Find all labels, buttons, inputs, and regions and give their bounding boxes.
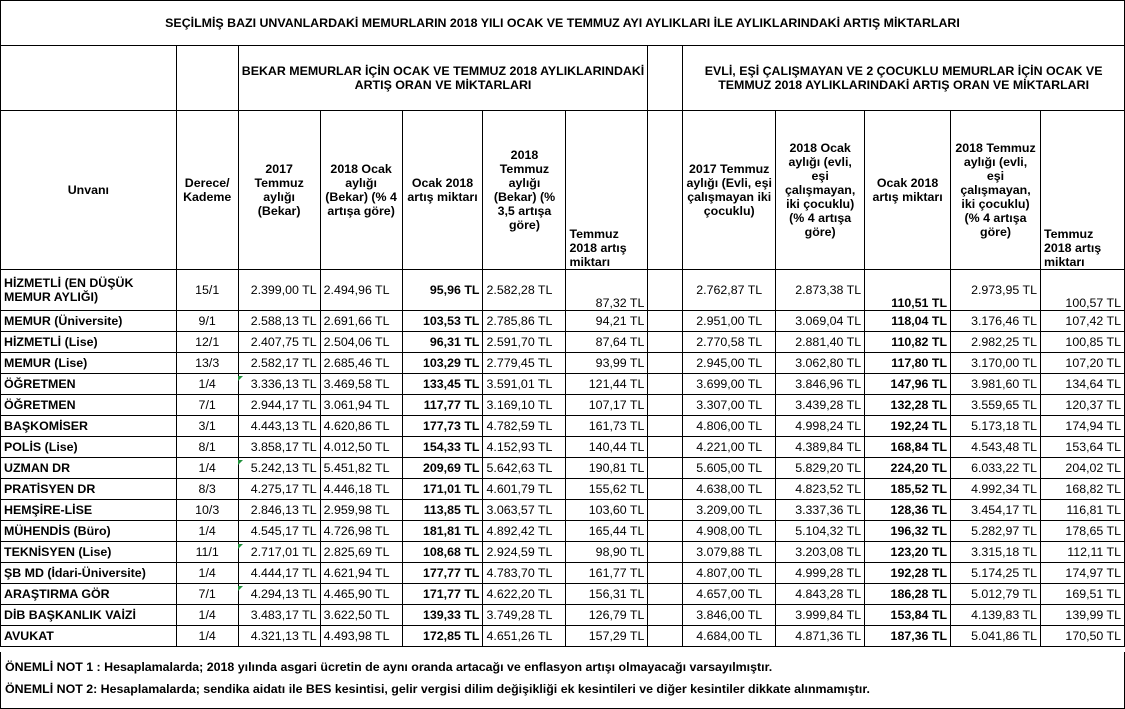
single-ocak-cell: 5.451,82 TL — [320, 458, 402, 479]
single-temmuz-artis-cell: 161,77 TL — [566, 563, 648, 584]
married-temmuz-cell: 3.559,65 TL — [951, 395, 1041, 416]
married-ocak-cell: 3.062,80 TL — [776, 353, 865, 374]
married-ocak-artis-cell: 196,32 TL — [865, 521, 951, 542]
married-ocak-artis-cell: 224,20 TL — [865, 458, 951, 479]
col-header-married-ocak-artis: Ocak 2018 artış miktarı — [865, 111, 951, 270]
single-temmuz-artis-cell: 190,81 TL — [566, 458, 648, 479]
table-row — [1, 584, 1125, 605]
married-2017-cell: 3.079,88 TL — [683, 542, 776, 563]
unvan-cell: ARAŞTIRMA GÖR — [1, 584, 177, 605]
unvan-cell: PRATİSYEN DR — [1, 479, 177, 500]
unvan-cell: MÜHENDİS (Büro) — [1, 521, 177, 542]
married-temmuz-artis-cell: 169,51 TL — [1040, 584, 1124, 605]
spacer-cell — [648, 605, 683, 626]
single-ocak-cell: 4.621,94 TL — [320, 563, 402, 584]
single-temmuz-cell: 2.785,86 TL — [483, 311, 566, 332]
table-row — [1, 479, 1125, 500]
single-temmuz-cell: 3.749,28 TL — [483, 605, 566, 626]
married-ocak-cell: 4.871,36 TL — [776, 626, 865, 647]
single-temmuz-cell: 2.591,70 TL — [483, 332, 566, 353]
single-ocak-artis-cell: 113,85 TL — [402, 500, 483, 521]
unvan-cell: DİB BAŞKANLIK VAİZİ — [1, 605, 177, 626]
single-temmuz-artis-cell: 121,44 TL — [566, 374, 648, 395]
unvan-cell: POLİS (Lise) — [1, 437, 177, 458]
single-temmuz-artis-cell: 93,99 TL — [566, 353, 648, 374]
single-ocak-artis-cell: 171,77 TL — [402, 584, 483, 605]
unvan-cell: HİZMETLİ (EN DÜŞÜK MEMUR AYLIĞI) — [1, 270, 177, 311]
married-temmuz-artis-cell: 116,81 TL — [1040, 500, 1124, 521]
married-temmuz-artis-cell: 120,37 TL — [1040, 395, 1124, 416]
single-ocak-cell: 4.012,50 TL — [320, 437, 402, 458]
single-ocak-artis-cell: 103,53 TL — [402, 311, 483, 332]
derece-cell: 1/4 — [176, 605, 238, 626]
single-temmuz-cell: 4.651,26 TL — [483, 626, 566, 647]
col-header-single-temmuz-artis: Temmuz 2018 artış miktarı — [566, 111, 648, 270]
unvan-cell: TEKNİSYEN (Lise) — [1, 542, 177, 563]
unvan-cell: ÖĞRETMEN — [1, 395, 177, 416]
married-2017-cell: 4.221,00 TL — [683, 437, 776, 458]
spacer-cell — [648, 332, 683, 353]
married-2017-cell: 4.908,00 TL — [683, 521, 776, 542]
married-ocak-cell: 4.998,24 TL — [776, 416, 865, 437]
spacer-cell — [648, 416, 683, 437]
married-temmuz-artis-cell: 204,02 TL — [1040, 458, 1124, 479]
married-ocak-cell: 3.203,08 TL — [776, 542, 865, 563]
spacer-cell — [648, 521, 683, 542]
single-2017-cell: 2.588,13 TL — [238, 311, 320, 332]
married-2017-cell: 2.770,58 TL — [683, 332, 776, 353]
single-temmuz-cell: 4.782,59 TL — [483, 416, 566, 437]
single-temmuz-cell: 4.601,79 TL — [483, 479, 566, 500]
single-temmuz-cell: 3.591,01 TL — [483, 374, 566, 395]
derece-cell: 1/4 — [176, 563, 238, 584]
header-blank — [648, 111, 683, 270]
single-temmuz-cell: 5.642,63 TL — [483, 458, 566, 479]
single-2017-cell: 4.321,13 TL — [238, 626, 320, 647]
table-row — [1, 542, 1125, 563]
table-row — [1, 416, 1125, 437]
spacer-cell — [648, 626, 683, 647]
married-ocak-cell: 2.873,38 TL — [776, 270, 865, 311]
single-ocak-cell: 4.620,86 TL — [320, 416, 402, 437]
table-row — [1, 500, 1125, 521]
unvan-cell: HİZMETLİ (Lise) — [1, 332, 177, 353]
single-ocak-artis-cell: 103,29 TL — [402, 353, 483, 374]
married-2017-cell: 2.945,00 TL — [683, 353, 776, 374]
unvan-cell: BAŞKOMİSER — [1, 416, 177, 437]
single-2017-cell: 4.444,17 TL — [238, 563, 320, 584]
married-ocak-cell: 5.829,20 TL — [776, 458, 865, 479]
married-ocak-artis-cell: 192,28 TL — [865, 563, 951, 584]
single-temmuz-artis-cell: 94,21 TL — [566, 311, 648, 332]
single-ocak-artis-cell: 139,33 TL — [402, 605, 483, 626]
married-temmuz-cell: 4.992,34 TL — [951, 479, 1041, 500]
single-2017-cell: 3.336,13 TL — [238, 374, 320, 395]
single-ocak-cell: 2.494,96 TL — [320, 270, 402, 311]
spacer-cell — [648, 479, 683, 500]
table-row — [1, 270, 1125, 311]
table-row — [1, 626, 1125, 647]
single-ocak-artis-cell: 209,69 TL — [402, 458, 483, 479]
single-2017-cell: 3.858,17 TL — [238, 437, 320, 458]
spacer-cell — [648, 584, 683, 605]
married-ocak-artis-cell: 185,52 TL — [865, 479, 951, 500]
single-ocak-cell: 4.465,90 TL — [320, 584, 402, 605]
single-ocak-cell: 3.061,94 TL — [320, 395, 402, 416]
unvan-cell: MEMUR (Üniversite) — [1, 311, 177, 332]
derece-cell: 10/3 — [176, 500, 238, 521]
col-header-single-ocak: 2018 Ocak aylığı (Bekar) (% 4 artışa göre) — [320, 111, 402, 270]
married-temmuz-cell: 5.173,18 TL — [951, 416, 1041, 437]
spacer-cell — [648, 542, 683, 563]
single-ocak-artis-cell: 181,81 TL — [402, 521, 483, 542]
married-2017-cell: 2.762,87 TL — [683, 270, 776, 311]
married-ocak-cell: 3.999,84 TL — [776, 605, 865, 626]
col-header-single-ocak-artis: Ocak 2018 artış miktarı — [402, 111, 483, 270]
table-row — [1, 605, 1125, 626]
single-temmuz-cell: 3.063,57 TL — [483, 500, 566, 521]
married-temmuz-artis-cell: 174,94 TL — [1040, 416, 1124, 437]
note-2: ÖNEMLİ NOT 2: Hesaplamalarda; sendika aidatı ile BES kesintisi, gelir vergisi dilim değişikliği ek kesintileri ve diğer kesintiler dikkate alınmamıştır. — [5, 682, 870, 696]
married-ocak-artis-cell: 186,28 TL — [865, 584, 951, 605]
single-temmuz-artis-cell: 107,17 TL — [566, 395, 648, 416]
married-temmuz-artis-cell: 178,65 TL — [1040, 521, 1124, 542]
table-row — [1, 311, 1125, 332]
married-temmuz-cell: 6.033,22 TL — [951, 458, 1041, 479]
married-temmuz-artis-cell: 139,99 TL — [1040, 605, 1124, 626]
single-temmuz-artis-cell: 126,79 TL — [566, 605, 648, 626]
single-2017-cell: 2.717,01 TL — [238, 542, 320, 563]
married-ocak-artis-cell: 187,36 TL — [865, 626, 951, 647]
married-2017-cell: 5.605,00 TL — [683, 458, 776, 479]
single-temmuz-cell: 2.779,45 TL — [483, 353, 566, 374]
married-temmuz-artis-cell: 100,85 TL — [1040, 332, 1124, 353]
col-header-single-2017: 2017 Temmuz aylığı (Bekar) — [238, 111, 320, 270]
single-ocak-cell: 3.469,58 TL — [320, 374, 402, 395]
married-temmuz-cell: 4.543,48 TL — [951, 437, 1041, 458]
single-2017-cell: 4.294,13 TL — [238, 584, 320, 605]
married-temmuz-cell: 3.454,17 TL — [951, 500, 1041, 521]
single-temmuz-artis-cell: 161,73 TL — [566, 416, 648, 437]
married-ocak-cell: 3.069,04 TL — [776, 311, 865, 332]
married-ocak-cell: 4.389,84 TL — [776, 437, 865, 458]
derece-cell: 1/4 — [176, 458, 238, 479]
spacer-cell — [648, 353, 683, 374]
single-temmuz-artis-cell: 165,44 TL — [566, 521, 648, 542]
married-temmuz-cell: 5.174,25 TL — [951, 563, 1041, 584]
spacer-cell — [648, 270, 683, 311]
single-temmuz-artis-cell: 155,62 TL — [566, 479, 648, 500]
married-ocak-artis-cell: 132,28 TL — [865, 395, 951, 416]
single-2017-cell: 2.399,00 TL — [238, 270, 320, 311]
group-header-single: BEKAR MEMURLAR İÇİN OCAK VE TEMMUZ 2018 AYLIKLARINDAKİ ARTIŞ ORAN VE MİKTARLARI — [238, 46, 648, 111]
single-ocak-cell: 4.726,98 TL — [320, 521, 402, 542]
derece-cell: 1/4 — [176, 374, 238, 395]
married-ocak-artis-cell: 118,04 TL — [865, 311, 951, 332]
table-row — [1, 374, 1125, 395]
married-ocak-cell: 3.846,96 TL — [776, 374, 865, 395]
married-ocak-cell: 4.999,28 TL — [776, 563, 865, 584]
table-row — [1, 332, 1125, 353]
derece-cell: 7/1 — [176, 584, 238, 605]
single-temmuz-cell: 4.892,42 TL — [483, 521, 566, 542]
single-ocak-cell: 2.959,98 TL — [320, 500, 402, 521]
married-2017-cell: 3.846,00 TL — [683, 605, 776, 626]
col-header-unvan: Unvanı — [1, 111, 177, 270]
header-blank — [1, 46, 177, 111]
table-row — [1, 353, 1125, 374]
unvan-cell: ŞB MD (İdari-Üniversite) — [1, 563, 177, 584]
spacer-cell — [648, 437, 683, 458]
single-temmuz-artis-cell: 156,31 TL — [566, 584, 648, 605]
married-temmuz-cell: 3.170,00 TL — [951, 353, 1041, 374]
table-row — [1, 563, 1125, 584]
single-temmuz-cell: 4.622,20 TL — [483, 584, 566, 605]
derece-cell: 3/1 — [176, 416, 238, 437]
married-ocak-cell: 2.881,40 TL — [776, 332, 865, 353]
spacer-cell — [648, 311, 683, 332]
unvan-cell: AVUKAT — [1, 626, 177, 647]
single-temmuz-artis-cell: 98,90 TL — [566, 542, 648, 563]
married-temmuz-artis-cell: 153,64 TL — [1040, 437, 1124, 458]
col-header-derece: Derece/ Kademe — [176, 111, 238, 270]
married-2017-cell: 4.807,00 TL — [683, 563, 776, 584]
col-header-married-2017: 2017 Temmuz aylığı (Evli, eşi çalışmayan iki çocuklu) — [683, 111, 776, 270]
married-2017-cell: 3.209,00 TL — [683, 500, 776, 521]
col-header-married-temmuz-artis: Temmuz 2018 artış miktarı — [1040, 111, 1124, 270]
col-header-married-ocak: 2018 Ocak aylığı (evli, eşi çalışmayan, iki çocuklu) (% 4 artışa göre) — [776, 111, 865, 270]
single-ocak-cell: 4.493,98 TL — [320, 626, 402, 647]
table-row — [1, 458, 1125, 479]
notes-box — [0, 652, 1125, 709]
table-row — [1, 437, 1125, 458]
single-ocak-cell: 4.446,18 TL — [320, 479, 402, 500]
married-2017-cell: 4.638,00 TL — [683, 479, 776, 500]
single-temmuz-artis-cell: 157,29 TL — [566, 626, 648, 647]
married-2017-cell: 4.806,00 TL — [683, 416, 776, 437]
married-temmuz-cell: 5.012,79 TL — [951, 584, 1041, 605]
derece-cell: 11/1 — [176, 542, 238, 563]
derece-cell: 8/1 — [176, 437, 238, 458]
single-ocak-cell: 3.622,50 TL — [320, 605, 402, 626]
married-ocak-artis-cell: 117,80 TL — [865, 353, 951, 374]
unvan-cell: MEMUR (Lise) — [1, 353, 177, 374]
married-ocak-artis-cell: 110,51 TL — [865, 270, 951, 311]
table-title: SEÇİLMİŞ BAZI UNVANLARDAKİ MEMURLARIN 2018 YILI OCAK VE TEMMUZ AYI AYLIKLARI İLE AYLIKLARINDAKİ ARTIŞ MİKTARLARI — [1, 1, 1125, 46]
derece-cell: 15/1 — [176, 270, 238, 311]
spacer-cell — [648, 458, 683, 479]
married-2017-cell: 4.657,00 TL — [683, 584, 776, 605]
married-temmuz-cell: 3.981,60 TL — [951, 374, 1041, 395]
header-blank — [648, 46, 683, 111]
single-ocak-artis-cell: 133,45 TL — [402, 374, 483, 395]
single-ocak-artis-cell: 117,77 TL — [402, 395, 483, 416]
married-ocak-artis-cell: 153,84 TL — [865, 605, 951, 626]
single-ocak-artis-cell: 95,96 TL — [402, 270, 483, 311]
married-temmuz-cell: 3.176,46 TL — [951, 311, 1041, 332]
married-temmuz-artis-cell: 107,20 TL — [1040, 353, 1124, 374]
single-ocak-cell: 2.685,46 TL — [320, 353, 402, 374]
derece-cell: 7/1 — [176, 395, 238, 416]
married-ocak-cell: 3.439,28 TL — [776, 395, 865, 416]
married-ocak-cell: 5.104,32 TL — [776, 521, 865, 542]
single-ocak-cell: 2.825,69 TL — [320, 542, 402, 563]
married-temmuz-cell: 4.139,83 TL — [951, 605, 1041, 626]
single-ocak-artis-cell: 171,01 TL — [402, 479, 483, 500]
derece-cell: 9/1 — [176, 311, 238, 332]
married-temmuz-artis-cell: 107,42 TL — [1040, 311, 1124, 332]
group-header-married: EVLİ, EŞİ ÇALIŞMAYAN VE 2 ÇOCUKLU MEMURLAR İÇİN OCAK VE TEMMUZ 2018 AYLIKLARINDAKİ ARTIŞ ORAN VE MİKTARLARI — [683, 46, 1125, 111]
derece-cell: 1/4 — [176, 521, 238, 542]
single-temmuz-cell: 4.152,93 TL — [483, 437, 566, 458]
married-temmuz-cell: 2.973,95 TL — [951, 270, 1041, 311]
unvan-cell: ÖĞRETMEN — [1, 374, 177, 395]
cell-marker — [238, 460, 243, 465]
married-ocak-artis-cell: 110,82 TL — [865, 332, 951, 353]
married-temmuz-artis-cell: 170,50 TL — [1040, 626, 1124, 647]
single-temmuz-cell: 3.169,10 TL — [483, 395, 566, 416]
married-temmuz-artis-cell: 168,82 TL — [1040, 479, 1124, 500]
single-ocak-artis-cell: 154,33 TL — [402, 437, 483, 458]
single-temmuz-artis-cell: 103,60 TL — [566, 500, 648, 521]
spacer-cell — [648, 500, 683, 521]
col-header-married-temmuz: 2018 Temmuz aylığı (evli, eşi çalışmayan, iki çocuklu) (% 4 artışa göre) — [951, 111, 1041, 270]
unvan-cell: HEMŞİRE-LİSE — [1, 500, 177, 521]
single-temmuz-cell: 4.783,70 TL — [483, 563, 566, 584]
single-2017-cell: 4.275,17 TL — [238, 479, 320, 500]
single-ocak-cell: 2.691,66 TL — [320, 311, 402, 332]
married-2017-cell: 4.684,00 TL — [683, 626, 776, 647]
table-row — [1, 395, 1125, 416]
married-ocak-artis-cell: 147,96 TL — [865, 374, 951, 395]
cell-marker — [238, 376, 243, 381]
header-blank — [176, 46, 238, 111]
spacer-cell — [648, 563, 683, 584]
married-temmuz-artis-cell: 134,64 TL — [1040, 374, 1124, 395]
cell-marker — [238, 586, 243, 591]
single-temmuz-cell: 2.924,59 TL — [483, 542, 566, 563]
married-2017-cell: 2.951,00 TL — [683, 311, 776, 332]
married-ocak-artis-cell: 192,24 TL — [865, 416, 951, 437]
single-temmuz-cell: 2.582,28 TL — [483, 270, 566, 311]
single-temmuz-artis-cell: 87,32 TL — [566, 270, 648, 311]
married-ocak-cell: 3.337,36 TL — [776, 500, 865, 521]
table-row — [1, 521, 1125, 542]
married-2017-cell: 3.307,00 TL — [683, 395, 776, 416]
married-temmuz-artis-cell: 112,11 TL — [1040, 542, 1124, 563]
cell-marker — [238, 544, 243, 549]
spacer-cell — [648, 374, 683, 395]
single-ocak-artis-cell: 96,31 TL — [402, 332, 483, 353]
single-2017-cell: 2.582,17 TL — [238, 353, 320, 374]
derece-cell: 1/4 — [176, 626, 238, 647]
single-ocak-artis-cell: 172,85 TL — [402, 626, 483, 647]
col-header-single-temmuz: 2018 Temmuz aylığı (Bekar) (% 3,5 artışa göre) — [483, 111, 566, 270]
single-2017-cell: 5.242,13 TL — [238, 458, 320, 479]
married-temmuz-artis-cell: 100,57 TL — [1040, 270, 1124, 311]
unvan-cell: UZMAN DR — [1, 458, 177, 479]
note-1: ÖNEMLİ NOT 1 : Hesaplamalarda; 2018 yılında asgari ücretin de aynı oranda artacağı ve enflasyon artışı olmayacağı varsayılmıştır. — [5, 660, 773, 674]
married-temmuz-cell: 5.282,97 TL — [951, 521, 1041, 542]
married-ocak-cell: 4.823,52 TL — [776, 479, 865, 500]
single-2017-cell: 2.944,17 TL — [238, 395, 320, 416]
single-2017-cell: 2.407,75 TL — [238, 332, 320, 353]
single-2017-cell: 4.443,13 TL — [238, 416, 320, 437]
derece-cell: 12/1 — [176, 332, 238, 353]
married-temmuz-cell: 5.041,86 TL — [951, 626, 1041, 647]
single-2017-cell: 3.483,17 TL — [238, 605, 320, 626]
married-temmuz-cell: 3.315,18 TL — [951, 542, 1041, 563]
single-temmuz-artis-cell: 140,44 TL — [566, 437, 648, 458]
single-temmuz-artis-cell: 87,64 TL — [566, 332, 648, 353]
single-ocak-artis-cell: 108,68 TL — [402, 542, 483, 563]
single-ocak-artis-cell: 177,77 TL — [402, 563, 483, 584]
single-ocak-cell: 2.504,06 TL — [320, 332, 402, 353]
married-2017-cell: 3.699,00 TL — [683, 374, 776, 395]
single-2017-cell: 2.846,13 TL — [238, 500, 320, 521]
derece-cell: 8/3 — [176, 479, 238, 500]
married-ocak-artis-cell: 123,20 TL — [865, 542, 951, 563]
derece-cell: 13/3 — [176, 353, 238, 374]
married-temmuz-cell: 2.982,25 TL — [951, 332, 1041, 353]
married-ocak-artis-cell: 168,84 TL — [865, 437, 951, 458]
married-ocak-cell: 4.843,28 TL — [776, 584, 865, 605]
single-ocak-artis-cell: 177,73 TL — [402, 416, 483, 437]
spacer-cell — [648, 395, 683, 416]
married-ocak-artis-cell: 128,36 TL — [865, 500, 951, 521]
single-2017-cell: 4.545,17 TL — [238, 521, 320, 542]
married-temmuz-artis-cell: 174,97 TL — [1040, 563, 1124, 584]
